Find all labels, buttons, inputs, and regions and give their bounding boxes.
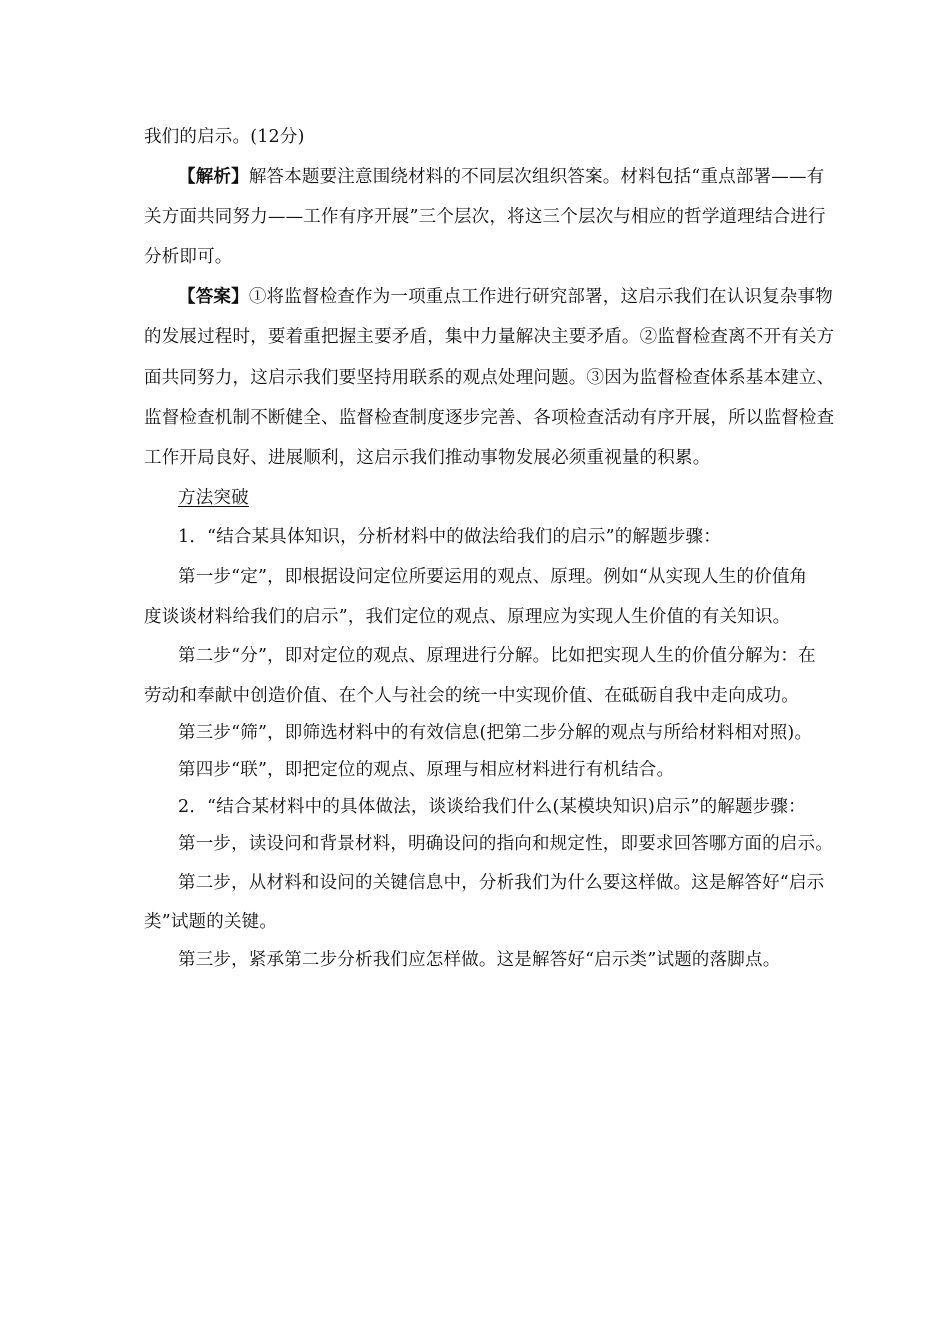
method-item-1 [178, 525, 721, 549]
answer-text-2: 的发展过程时，要着重把握主要矛盾，集中力量解决主要矛盾。②监督检查离不开有关方 [144, 327, 835, 347]
question-tail-line [144, 125, 305, 149]
method-heading [178, 486, 249, 510]
method-item-2-text: 2．“结合某材料中的具体做法，谈谈给我们什么(某模块知识)启示”的解题步骤： [178, 797, 806, 817]
step-1-line-2 [144, 605, 790, 629]
item-2-step-1-text: 第一步，读设问和背景材料，明确设问的指向和规定性，即要求回答哪方面的启示。 [178, 834, 833, 854]
item-2-step-3-text: 第三步，紧承第二步分析我们应怎样做。这是解答好“启示类”试题的落脚点。 [178, 950, 781, 970]
analysis-line-3 [144, 245, 233, 269]
answer-text-5: 工作开局良好、进展顺利，这启示我们推动事物发展必须重视量的积累。 [144, 448, 711, 468]
step-2-text-2: 劳动和奉献中创造价值、在个人与社会的统一中实现价值、在砥砺自我中走向成功。 [144, 686, 799, 706]
method-item-2 [178, 795, 806, 819]
item-2-step-2-text-2: 类”试题的关键。 [144, 912, 278, 932]
analysis-label: 【解析】 [178, 167, 249, 187]
answer-line-1 [178, 285, 833, 309]
step-4-text: 第四步“联”，即把定位的观点、原理与相应材料进行有机结合。 [178, 760, 675, 780]
answer-text-1: ①将监督检查作为一项重点工作进行研究部署，这启示我们在认识复杂事物 [248, 287, 833, 307]
method-heading-text: 方法突破 [178, 488, 249, 508]
answer-label: 【答案】 [178, 287, 249, 307]
analysis-line-1 [178, 165, 824, 189]
question-tail-text: 我们的启示。(12分) [144, 127, 305, 147]
method-item-1-text: 1．“结合某具体知识，分析材料中的做法给我们的启示”的解题步骤： [178, 527, 721, 547]
step-1-line-1 [178, 565, 807, 589]
analysis-text-3: 分析即可。 [144, 247, 233, 267]
step-2-text-1: 第二步“分”，即对定位的观点、原理进行分解。比如把实现人生的价值分解为：在 [178, 646, 816, 666]
analysis-text-2: 关方面共同努力——工作有序开展”三个层次，将这三个层次与相应的哲学道理结合进行 [144, 207, 826, 227]
item-2-step-3 [178, 948, 780, 972]
step-4-line [178, 758, 674, 782]
item-2-step-2-text-1: 第二步，从材料和设问的关键信息中，分析我们为什么要这样做。这是解答好“启示 [178, 873, 825, 893]
answer-text-3: 面共同努力，这启示我们要坚持用联系的观点处理问题。③因为监督检查体系基本建立、 [144, 368, 835, 388]
analysis-text-1: 解答本题要注意围绕材料的不同层次组织答案。材料包括“重点部署——有 [248, 167, 825, 187]
answer-line-2 [144, 325, 834, 349]
step-3-text: 第三步“筛”，即筛选材料中的有效信息(把第二步分解的观点与所给材料相对照)。 [178, 723, 813, 743]
answer-line-4 [144, 406, 834, 430]
item-2-step-1 [178, 832, 833, 856]
answer-line-3 [144, 366, 834, 390]
analysis-line-2 [144, 205, 826, 229]
answer-text-4: 监督检查机制不断健全、监督检查制度逐步完善、各项检查活动有序开展，所以监督检查 [144, 408, 835, 428]
step-2-line-2 [144, 684, 799, 708]
item-2-step-2-line-1 [178, 871, 824, 895]
step-2-line-1 [178, 644, 816, 668]
item-2-step-2-line-2 [144, 910, 277, 934]
step-1-text-1: 第一步“定”，即根据设问定位所要运用的观点、原理。例如“从实现人生的价值角 [178, 567, 808, 587]
step-1-text-2: 度谈谈材料给我们的启示”，我们定位的观点、原理应为实现人生价值的有关知识。 [144, 607, 791, 627]
answer-line-5 [144, 446, 710, 470]
step-3-line [178, 721, 812, 745]
